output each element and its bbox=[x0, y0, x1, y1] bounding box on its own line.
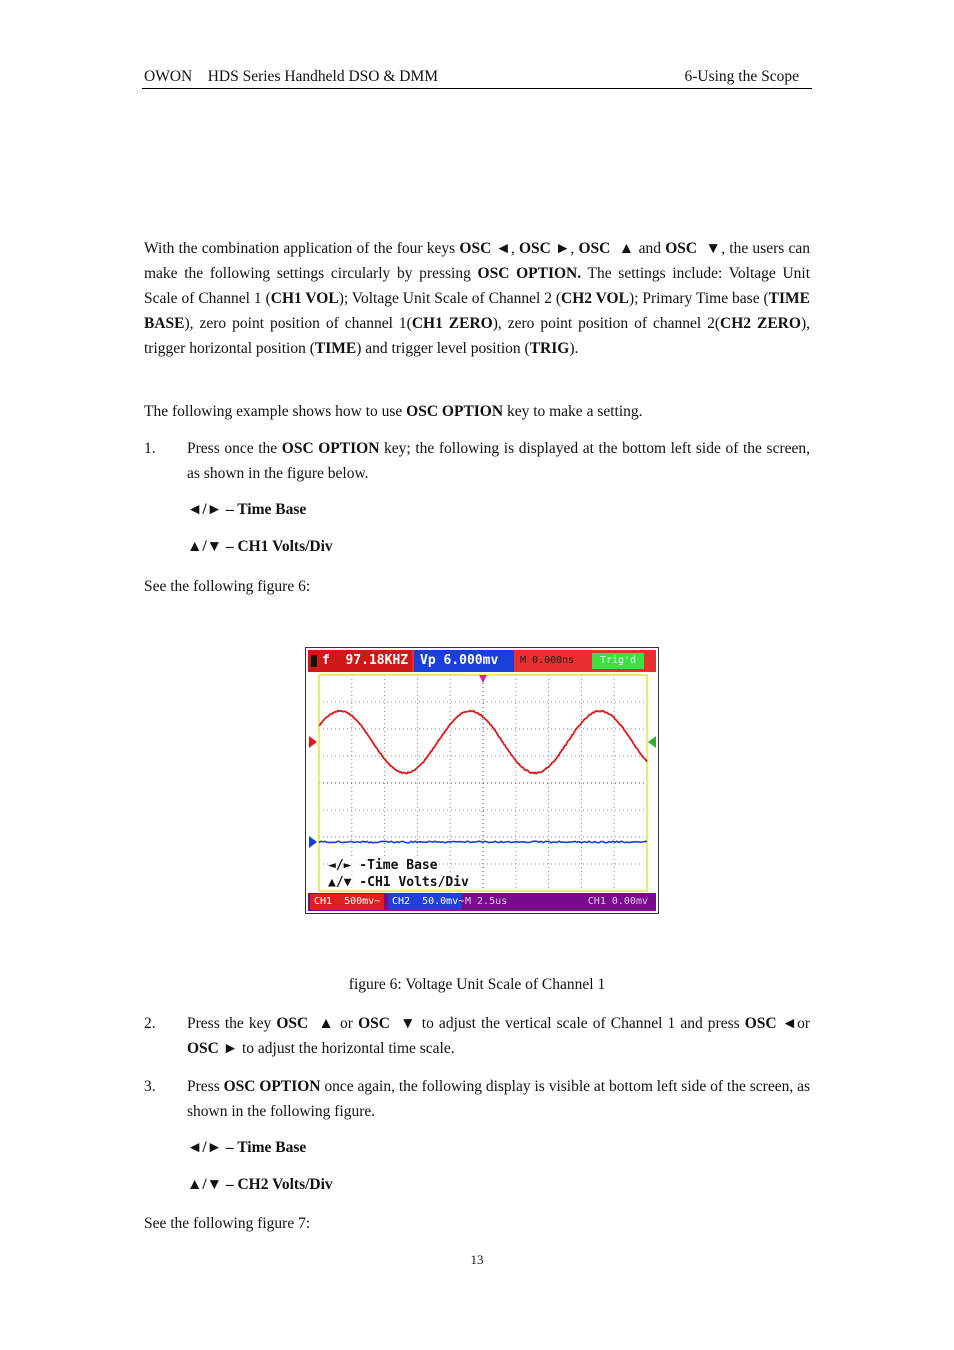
example-paragraph: The following example shows how to use OSC OPTION key to make a setting. bbox=[144, 403, 643, 420]
step-text: Press once the OSC OPTION key; the following is displayed at the bottom left side of the screen, as shown in the figure below. bbox=[187, 440, 811, 482]
timebase-readout: M 2.5us bbox=[465, 896, 508, 907]
menu-line-time-base: ◄/► – Time Base bbox=[187, 501, 307, 518]
scope-screenshot bbox=[305, 647, 659, 914]
frequency-readout: f 97.18KHZ bbox=[308, 650, 412, 672]
step-number: 1. bbox=[144, 440, 156, 457]
header-title: OWON HDS Series Handheld DSO & DMM bbox=[144, 68, 439, 85]
trigger-level-marker-icon bbox=[648, 736, 656, 748]
menu-line-ch2-volts: ▲/▼ – CH2 Volts/Div bbox=[187, 1176, 333, 1193]
ch1-scale-badge: CH1 500mv~ bbox=[310, 894, 384, 910]
figure-6-caption: figure 6: Voltage Unit Scale of Channel 1 bbox=[348, 976, 606, 993]
ch1-zero-marker-icon bbox=[309, 736, 317, 748]
menu-line-ch1-volts: ▲/▼ – CH1 Volts/Div bbox=[187, 538, 333, 555]
osd-time-base: ◄/► -Time Base bbox=[328, 858, 438, 873]
figure-6-reference: See the following figure 6: bbox=[144, 578, 311, 595]
page-number: 13 bbox=[470, 1252, 484, 1267]
ch2-waveform bbox=[319, 841, 647, 843]
step-text: Press OSC OPTION once again, the following display is visible at bottom left side of the screen, as shown in the following figure. bbox=[187, 1078, 810, 1120]
ch1-waveform bbox=[319, 711, 647, 774]
page-header bbox=[142, 68, 812, 89]
trigger-status-badge: Trig'd bbox=[592, 653, 644, 669]
m-time-readout: M 0.000ns bbox=[516, 650, 586, 672]
trigger-position-marker-icon bbox=[479, 675, 487, 683]
ch2-zero-marker-icon bbox=[309, 836, 317, 848]
vp-readout: Vp 6.000mv bbox=[414, 650, 514, 672]
osd-ch1-volts: ▲/▼ -CH1 Volts/Div bbox=[328, 875, 469, 890]
trigger-level-readout: CH1 0.00mv bbox=[587, 896, 648, 907]
scope-bottom-bar bbox=[308, 893, 656, 911]
header-section: 6-Using the Scope bbox=[684, 68, 799, 85]
step-number: 2. bbox=[144, 1015, 156, 1032]
menu-line-time-base: ◄/► – Time Base bbox=[187, 1139, 307, 1156]
ch2-scale-badge: CH2 50.0mv~ bbox=[388, 894, 462, 910]
step-number: 3. bbox=[144, 1078, 156, 1095]
step-text: Press the key OSC ▲ or OSC ▼ to adjust the vertical scale of Channel 1 and press OSC ◄or OSC ► to adjust the horizontal time scale. bbox=[187, 1015, 810, 1057]
intro-paragraph: With the combination application of the four keys OSC ◄, OSC ►, OSC ▲ and OSC ▼, the users can make the following settings circularly by pressing OSC OPTION. The settings include: Voltage Unit Scale of Channel 1 (CH1 VOL); Voltage Unit Scale of Channel 2 (CH2 VOL); Primary Time base (TIME BASE), zero point position of channel 1(CH1 ZERO), zero point position of channel 2(CH2 ZERO), trigger horizontal position (TIME) and trigger level position (TRIG). bbox=[144, 240, 811, 357]
figure-7-reference: See the following figure 7: bbox=[144, 1215, 311, 1232]
